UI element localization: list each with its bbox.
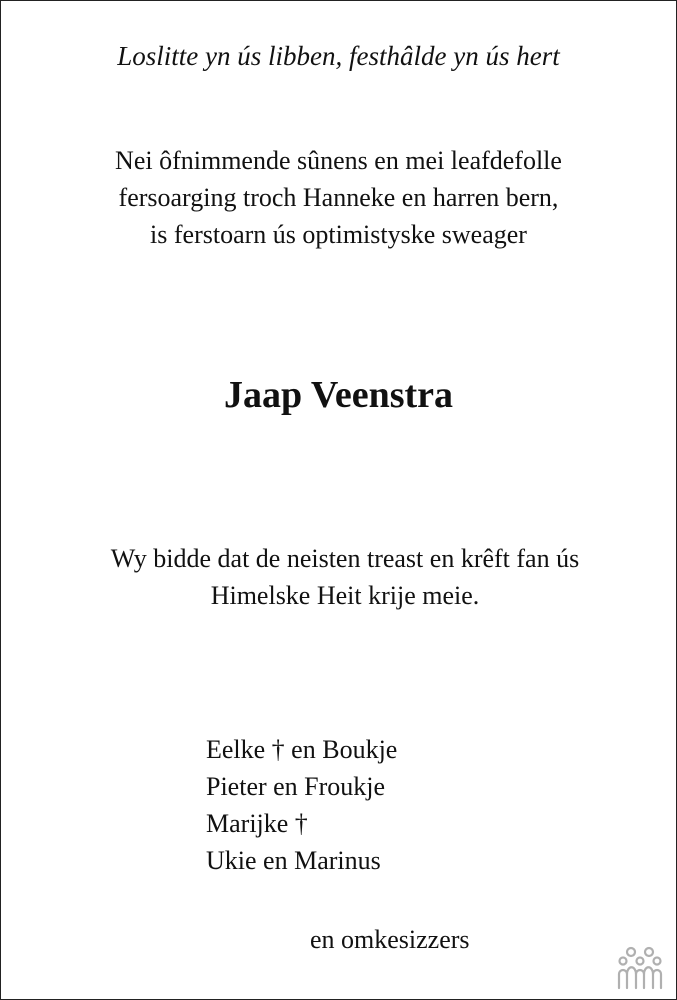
- family-member: Pieter en Froukje: [206, 772, 386, 801]
- motto: Loslitte yn ús libben, festhâlde yn ús hert: [117, 41, 560, 71]
- closing-text: en omkesizzers: [310, 925, 470, 954]
- prayer-line: Himelske Heit krije meie.: [210, 581, 480, 610]
- deceased-name: Jaap Veenstra: [223, 374, 454, 416]
- family-list: [206, 731, 397, 879]
- intro-line: is ferstoarn ús optimistyske sweager: [150, 220, 527, 249]
- intro-line: Nei ôfnimmende sûnens en mei leafdefolle: [115, 146, 562, 175]
- intro-text: [0, 142, 677, 253]
- prayer-text: [80, 540, 610, 614]
- family-member: Ukie en Marinus: [206, 846, 381, 875]
- family-people-icon: [616, 944, 664, 990]
- intro-line: fersoarging troch Hanneke en harren bern,: [118, 183, 559, 212]
- family-member: Marijke †: [206, 809, 308, 838]
- family-member: Eelke † en Boukje: [206, 735, 398, 764]
- prayer-line: Wy bidde dat de neisten treast en krêft fan ús: [110, 544, 580, 573]
